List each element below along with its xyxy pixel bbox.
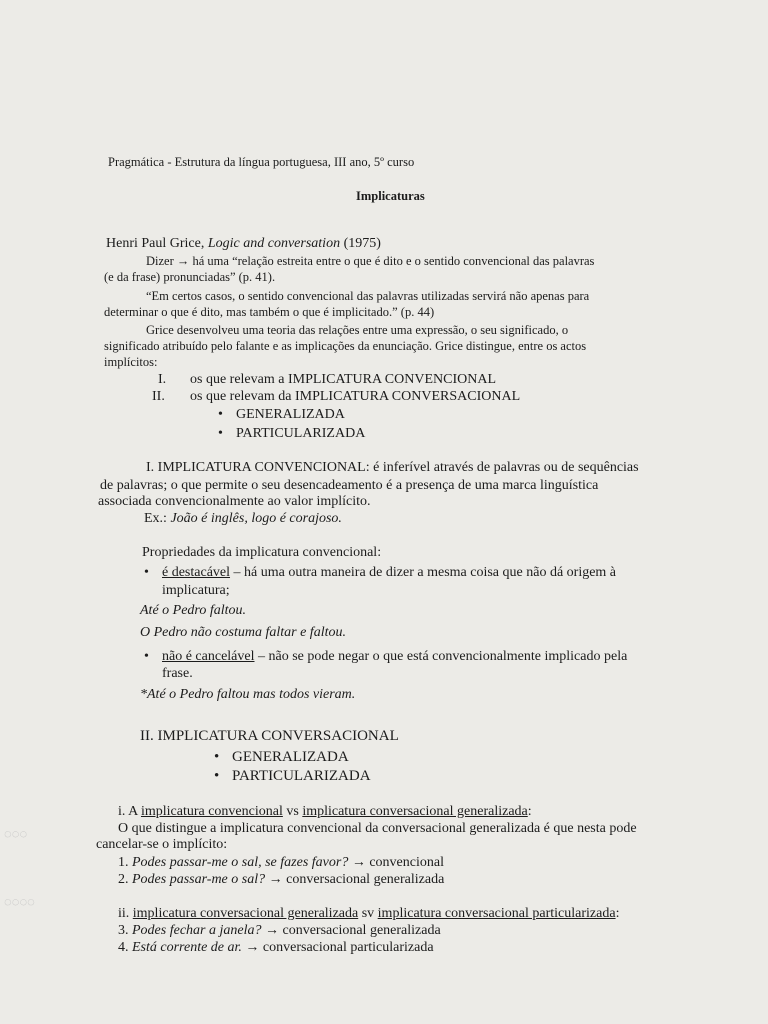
example-text: Podes fechar a janela? [132, 923, 262, 938]
compare1-heading [118, 804, 532, 820]
s1-def-line-b: de palavras; o que permite o seu desencadeamento é a presença de uma marca linguística [100, 478, 599, 493]
compare2-prefix: ii. [118, 906, 133, 921]
example-text: Está corrente de ar. [132, 940, 242, 955]
theory-line-b: significado atribuído pelo falante e as implicações da enunciação. Grice distingue, entre os actos [104, 339, 587, 353]
author-line [106, 236, 381, 252]
compare2-vs: sv [358, 906, 378, 921]
author-name: Henri Paul Grice, [106, 236, 208, 251]
example-result: → conversacional generalizada [265, 872, 445, 887]
bleed-through-mark: ◌◌◌◌ [4, 894, 35, 909]
act-num: II. [152, 389, 165, 404]
compare1-term-b: implicatura conversacional generalizada [302, 804, 528, 819]
section2-item: • GENERALIZADA [232, 749, 349, 765]
example-num: 2. [118, 872, 132, 887]
act-text: os que relevam a IMPLICATURA CONVENCIONAL [190, 372, 497, 387]
compare2-term-b: implicatura conversacional particularizada [377, 906, 616, 921]
prop1-line [162, 565, 616, 581]
props-title: Propriedades da implicatura convencional: [142, 545, 382, 560]
example-3 [118, 923, 441, 939]
quote2-line-a: “Em certos casos, o sentido convencional das palavras utilizadas servirá não apenas para [146, 289, 590, 303]
prop1-term: é destacável [162, 565, 231, 580]
bleed-through-mark: ◌◌◌ [4, 826, 28, 841]
prop2-rest: – não se pode negar o que está convencionalmente implicado pela [254, 649, 628, 664]
ex-label: Ex.: [144, 511, 171, 526]
act-item [152, 389, 520, 405]
example-num: 4. [118, 940, 132, 955]
act-subitem: • PARTICULARIZADA [236, 426, 365, 442]
compare1-suffix: : [527, 804, 532, 819]
example-text: Podes passar-me o sal? [132, 872, 266, 887]
prop1-example-2: O Pedro não costuma faltar e faltou. [140, 625, 346, 640]
prop2-term: não é cancelável [162, 649, 255, 664]
example-2 [118, 872, 444, 888]
s1-def-line-a: I. IMPLICATURA CONVENCIONAL: é inferível através de palavras ou de sequências [146, 460, 639, 475]
book-title: Logic and conversation [207, 236, 341, 251]
example-1 [118, 855, 444, 871]
compare1-vs: vs [282, 804, 303, 819]
prop1-example-1: Até o Pedro faltou. [140, 603, 247, 618]
example-result: → conversacional particularizada [241, 940, 434, 955]
example-4 [118, 940, 434, 956]
s1-def-line-c: associada convencionalmente ao valor implícito. [98, 494, 371, 509]
compare2-term-a: implicatura conversacional generalizada [132, 906, 359, 921]
prop1-cont: implicatura; [162, 583, 230, 598]
act-num: I. [158, 372, 167, 387]
example-text: Podes passar-me o sal, se fazes favor? [132, 855, 349, 870]
quote1-line-a: Dizer → há uma “relação estreita entre o que é dito e o sentido convencional das palavras [146, 254, 595, 268]
ex-text: João é inglês, logo é corajoso. [170, 511, 342, 526]
section2-title: II. IMPLICATURA CONVERSACIONAL [140, 728, 399, 744]
page-title: Implicaturas [356, 189, 425, 203]
prop1-rest: – há uma outra maneira de dizer a mesma coisa que não dá origem à [230, 565, 617, 580]
act-subitem: • GENERALIZADA [236, 407, 345, 423]
quote1-line-b: (e da frase) pronunciadas” (p. 41). [104, 270, 276, 284]
course-line: Pragmática - Estrutura da língua portuguesa, III ano, 5º curso [108, 155, 415, 169]
compare2-suffix: : [615, 906, 620, 921]
act-item [158, 372, 496, 388]
compare1-term-a: implicatura convencional [140, 804, 283, 819]
example-result: → conversacional generalizada [261, 923, 441, 938]
compare1-prefix: i. A [118, 804, 141, 819]
compare2-heading [118, 906, 619, 922]
prop2-example: *Até o Pedro faltou mas todos vieram. [140, 687, 356, 702]
compare1-line-b: cancelar-se o implícito: [96, 837, 228, 852]
compare1-line-a: O que distingue a implicatura convencional da conversacional generalizada é que nesta pode [118, 821, 637, 836]
theory-line-c: implícitos: [104, 355, 158, 369]
book-year: (1975) [340, 236, 381, 251]
act-text: os que relevam da IMPLICATURA CONVERSACIONAL [190, 389, 521, 404]
prop2-line [162, 649, 627, 665]
s1-example [144, 511, 342, 527]
example-result: → convencional [348, 855, 444, 870]
example-num: 3. [118, 923, 132, 938]
theory-line-a: Grice desenvolveu uma teoria das relações entre uma expressão, o seu significado, o [146, 323, 569, 337]
section2-item: • PARTICULARIZADA [232, 768, 371, 784]
prop2-cont: frase. [162, 666, 193, 681]
example-num: 1. [118, 855, 132, 870]
quote2-line-b: determinar o que é dito, mas também o que é implicitado.” (p. 44) [104, 305, 435, 319]
